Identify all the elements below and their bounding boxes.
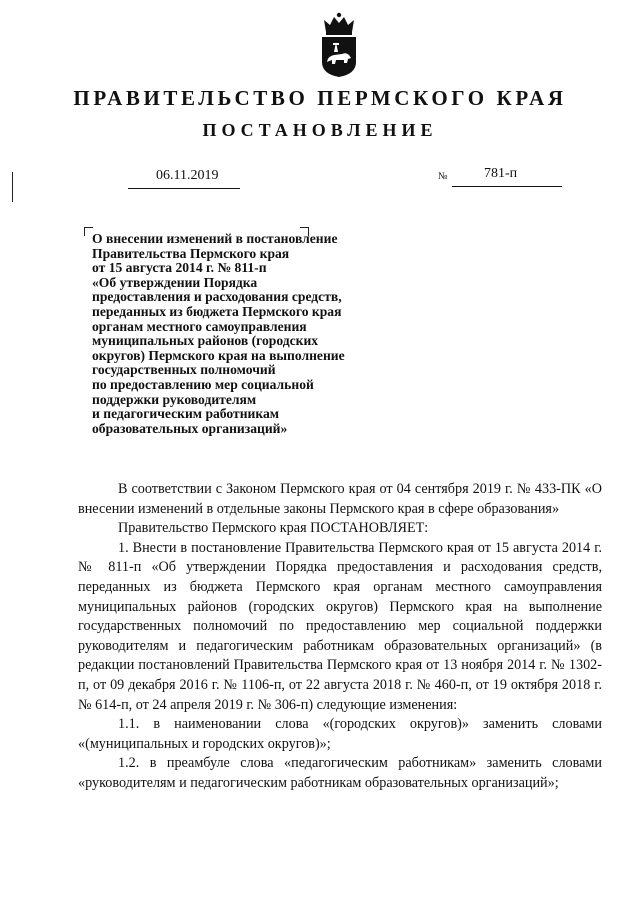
heading-line: Правительства Пермского края — [92, 245, 290, 261]
heading-line: округов) Пермского края на выполнение — [92, 347, 345, 363]
crown-icon — [324, 17, 354, 32]
body-paragraph-resolves: Правительство Пермского края ПОСТАНОВЛЯЕТ: — [118, 520, 429, 537]
body-paragraph-item-1-1: 1.1. в наименовании слова «(городских округов)» заменить словами «(муниципальных и городских округов)»; — [78, 716, 602, 752]
number-sign: № — [438, 171, 448, 182]
heading-line: государственных полномочий — [92, 362, 276, 378]
government-title: ПРАВИТЕЛЬСТВО ПЕРМСКОГО КРАЯ — [73, 86, 567, 110]
heading-line: О внесении изменений в постановление — [92, 231, 338, 246]
heading-line: муниципальных районов (городских — [92, 333, 319, 349]
heading-line: «Об утверждении Порядка — [92, 274, 258, 290]
heading-line: переданных из бюджета Пермского края — [92, 303, 342, 319]
heading-line: от 15 августа 2014 г. № 811-п — [92, 260, 267, 276]
heading-line: и педагогическим работникам — [92, 406, 280, 422]
document-date: 06.11.2019 — [156, 168, 219, 183]
heading-line: образовательных организаций» — [92, 420, 288, 436]
document-heading — [92, 232, 392, 436]
document-number: 781-п — [484, 166, 518, 181]
body-paragraph-item-1-2: 1.2. в преамбуле слова «педагогическим работникам» заменить словами «руководителям и педагогическим работникам образовательных организаций»; — [78, 755, 602, 791]
document-type: ПОСТАНОВЛЕНИЕ — [202, 120, 438, 140]
heading-line: предоставления и расходования средств, — [92, 289, 342, 305]
date-field — [128, 168, 240, 189]
document-body — [78, 480, 602, 794]
heading-line: по предоставлению мер социальной — [92, 376, 314, 392]
number-field — [452, 166, 562, 187]
perm-krai-coat-of-arms-icon — [318, 12, 360, 78]
body-paragraph-preamble: В соответствии с Законом Пермского края от 04 сентября 2019 г. № 433-ПК «О внесении изменений в отдельные законы Пермского края в сфере образования» — [78, 481, 602, 517]
body-paragraph-item-1: 1. Внести в постановление Правительства Пермского края от 15 августа 2014 г. № 811-п «Об утверждении Порядка предоставления и расходования средств, переданных из бюджета Пермского края органам местного самоуправления муниципальных районов (городских округов) Пермского края на выполнение государственных полномочий по предоставлению мер социальной поддержки руководителям и педагогическим работникам образовательных организаций» (в редакции постановлений Правительства Пермского края от 13 ноября 2014 г. № 1302-п, от 09 декабря 2016 г. № 1106-п, от 22 августа 2018 г. № 460-п, от 19 октября 2018 г. № 614-п, от 24 апреля 2019 г. № 306-п) следующие изменения: — [78, 539, 602, 713]
margin-mark — [12, 172, 13, 202]
heading-line: поддержки руководителям — [92, 391, 257, 407]
heading-line: органам местного самоуправления — [92, 318, 307, 334]
